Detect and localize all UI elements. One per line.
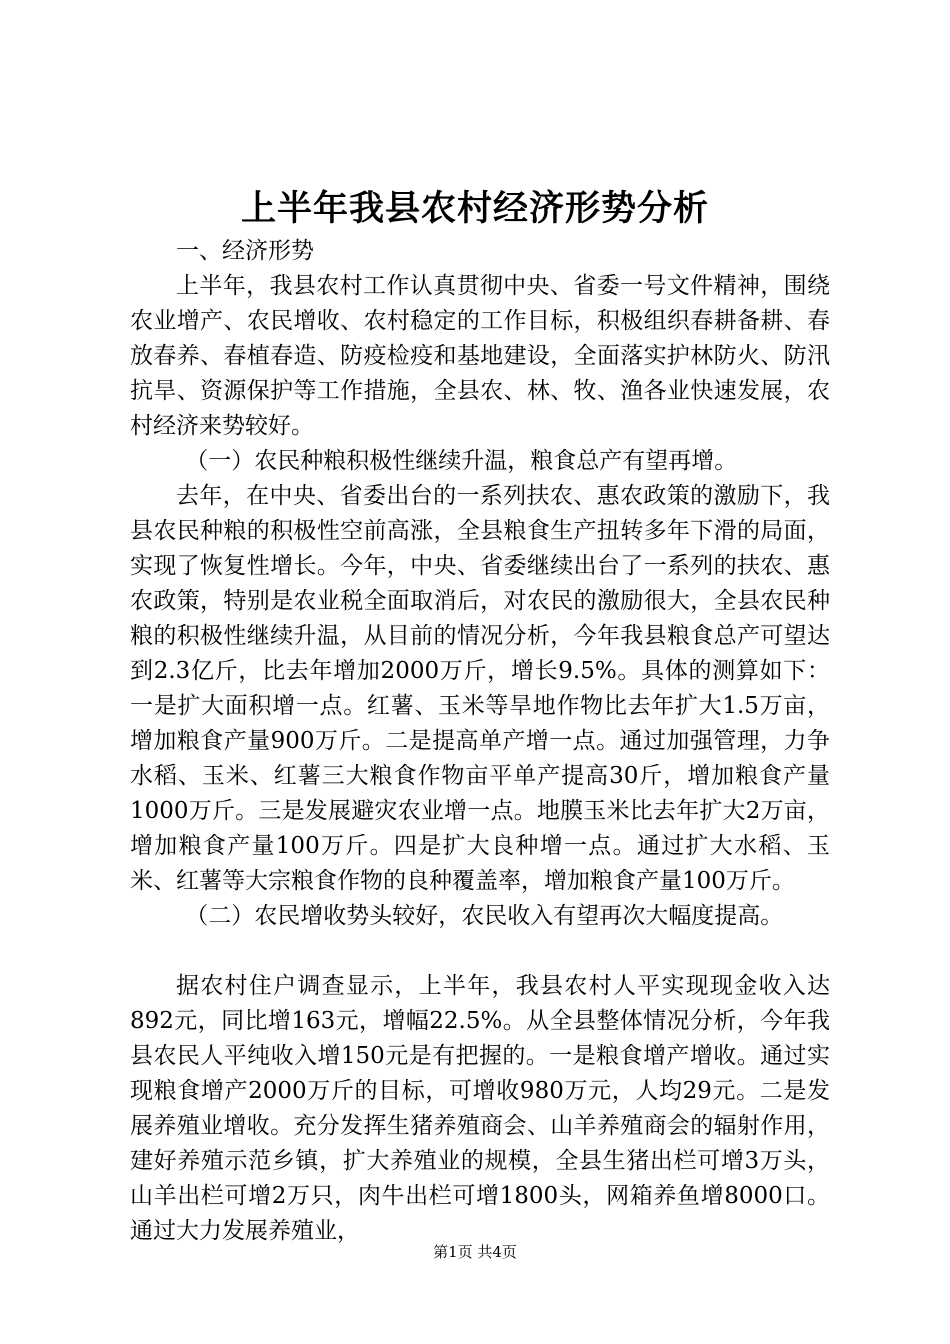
paragraph: 去年，在中央、省委出台的一系列扶农、惠农政策的激励下，我县农民种粮的积极性空前高涨，全县粮食生产扭转多年下滑的局面，实现了恢复性增长。今年，中央、省委继续出台了一系列的扶农、惠农政策，特别是农业税全面取消后，对农民的激励很大，全县农民种粮的积极性继续升温，从目前的情况分析，今年我县粮食总产可望达到2.3亿斤，比去年增加2000万斤，增长9.5%。具体的测算如下：一是扩大面积增一点。红薯、玉米等旱地作物比去年扩大1.5万亩，增加粮食产量900万斤。二是提高单产增一点。通过加强管理，力争水稻、玉米、红薯三大粮食作物亩平单产提高30斤，增加粮食产量1000万斤。三是发展避灾农业增一点。地膜玉米比去年扩大2万亩，增加粮食产量100万斤。四是扩大良种增一点。通过扩大水稻、玉米、红薯等大宗粮食作物的良种覆盖率，增加粮食产量100万斤。 [130,483,830,894]
paragraph: 据农村住户调查显示，上半年，我县农村人平实现现金收入达892元，同比增163元，增幅22.5%。从全县整体情况分析，今年我县农民人平纯收入增150元是有把握的。一是粮食增产增收。通过实现粮食增产2000万斤的目标，可增收980万元，人均29元。二是发展养殖业增收。充分发挥生猪养殖商会、山羊养殖商会的辐射作用，建好养殖示范乡镇，扩大养殖业的规模，全县生猪出栏可增3万头，山羊出栏可增2万只，肉牛出栏可增1800头，网箱养鱼增8000口。通过大力发展养殖业， [130,973,830,1244]
subsection-heading: （二）农民增收势头较好，农民收入有望再次大幅度提高。 [185,903,784,929]
document-title: 上半年我县农村经济形势分析 [240,188,709,229]
section-heading: 一、经济形势 [176,238,314,264]
blank-line [130,934,830,969]
page-footer: 第1页 共4页 [433,1243,517,1261]
subsection-heading: （一）农民种粮积极性继续升温，粮食总产有望再增。 [185,448,738,474]
document-body [130,234,830,1249]
paragraph: 上半年，我县农村工作认真贯彻中央、省委一号文件精神，围绕农业增产、农民增收、农村稳定的工作目标，积极组织春耕备耕、春放春养、春植春造、防疫检疫和基地建设，全面落实护林防火、防汛抗旱、资源保护等工作措施，全县农、林、牧、渔各业快速发展，农村经济来势较好。 [130,273,830,439]
